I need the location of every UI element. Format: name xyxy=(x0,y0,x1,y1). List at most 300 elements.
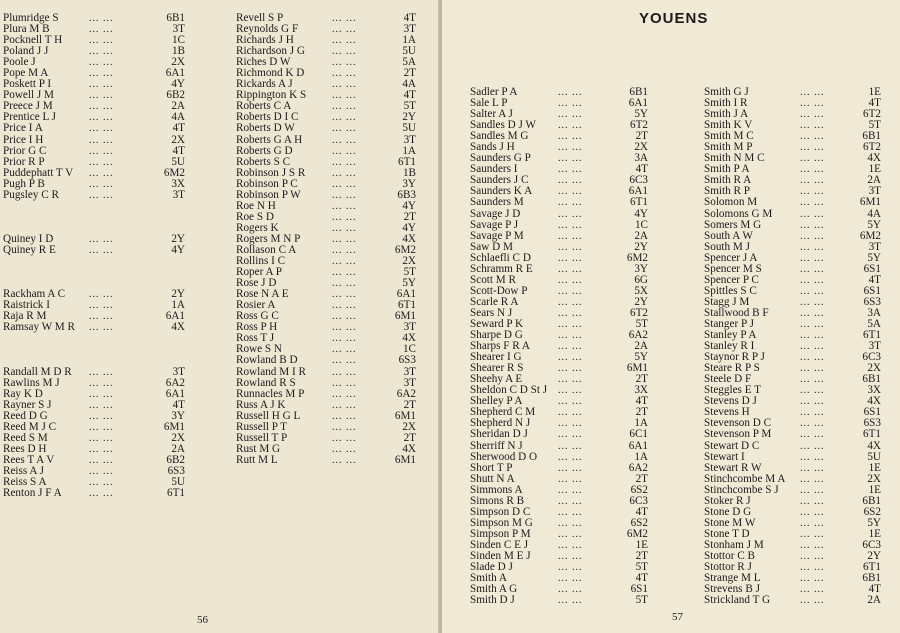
right-page xyxy=(442,0,900,633)
leader-dots: ... ... xyxy=(332,256,357,268)
leader-dots: ... ... xyxy=(558,252,583,264)
list-item xyxy=(704,197,881,208)
entry-name: Stewart R W xyxy=(704,461,762,474)
entry-name: Rutt M L xyxy=(236,453,278,466)
entry-name: Russell H G L xyxy=(236,409,301,422)
entry-code: 3X xyxy=(634,384,648,397)
entry-name: Smith G J xyxy=(704,86,749,98)
leader-dots: ... ... xyxy=(558,241,583,253)
list-item xyxy=(3,378,185,389)
entry-name: Reynolds G F xyxy=(236,23,299,36)
leader-dots: ... ... xyxy=(800,153,825,165)
entry-code: 4Y xyxy=(171,78,185,91)
entry-name: Ross P H xyxy=(236,321,278,334)
entry-code: 3Y xyxy=(402,177,416,190)
leader-dots: ... ... xyxy=(800,506,825,518)
entry-code: 4X xyxy=(867,439,881,452)
entry-code: 5U xyxy=(402,45,416,58)
leader-dots: ... ... xyxy=(332,211,357,223)
list-item xyxy=(236,135,416,146)
entry-code: 5Y xyxy=(867,218,881,231)
entry-code: 1E xyxy=(635,538,648,551)
leader-dots: ... ... xyxy=(558,451,583,463)
leader-dots: ... ... xyxy=(558,87,583,98)
entry-code: 6M2 xyxy=(626,527,648,540)
entry-name: Scott M R xyxy=(470,273,517,286)
entry-name: Roberts G A H xyxy=(236,133,303,146)
entry-name: Smith P A xyxy=(704,163,750,176)
entry-name: Richards J H xyxy=(236,34,294,47)
leader-dots: ... ... xyxy=(332,200,357,212)
leader-dots: ... ... xyxy=(89,289,114,301)
entry-name: Smith R P xyxy=(704,185,751,198)
entry-name: Spencer M S xyxy=(704,262,762,275)
entry-name: South M J xyxy=(704,240,751,253)
entry-code: 6B1 xyxy=(629,86,648,98)
entry-name: Ray K D xyxy=(3,387,43,400)
entry-name: Schramm R E xyxy=(470,262,533,275)
entry-name: Roberts D W xyxy=(236,122,295,135)
entry-code: 6B2 xyxy=(166,453,185,466)
entry-code: 2T xyxy=(635,549,648,562)
entry-name: Stoker R J xyxy=(704,494,751,507)
leader-dots: ... ... xyxy=(800,528,825,540)
entry-code: 4T xyxy=(868,273,881,286)
entry-code: 6S3 xyxy=(863,295,881,308)
entry-name: Revell S P xyxy=(236,12,284,24)
entry-name: Pugh P B xyxy=(3,177,45,190)
leader-dots: ... ... xyxy=(332,410,357,422)
entry-name: Rowland M I R xyxy=(236,365,306,378)
leader-dots: ... ... xyxy=(332,112,357,124)
leader-dots: ... ... xyxy=(558,374,583,386)
entry-code: 4T xyxy=(403,89,416,102)
leader-dots: ... ... xyxy=(558,120,583,132)
leader-dots: ... ... xyxy=(89,13,114,24)
entry-name: Roe N H xyxy=(236,199,276,212)
leader-dots: ... ... xyxy=(332,189,357,201)
leader-dots: ... ... xyxy=(332,222,357,234)
entry-name: Stevenson D C xyxy=(704,417,772,430)
list-item xyxy=(470,429,648,440)
leader-dots: ... ... xyxy=(800,186,825,198)
entry-name: Rollins I C xyxy=(236,255,286,268)
entry-name: Stewart D C xyxy=(704,439,760,452)
entry-name: Staynor R P J xyxy=(704,351,765,364)
leader-dots: ... ... xyxy=(800,517,825,529)
entry-code: 6M1 xyxy=(626,362,648,375)
entry-name: Rogers M N P xyxy=(236,232,301,245)
leader-dots: ... ... xyxy=(332,90,357,102)
entry-name: Roberts S C xyxy=(236,155,291,168)
entry-name: Stanger P J xyxy=(704,317,754,330)
name-column-2 xyxy=(236,13,416,466)
entry-code: 6B1 xyxy=(862,373,881,386)
entry-name: Pope M A xyxy=(3,67,49,80)
entry-code: 4T xyxy=(635,163,648,176)
blank-line xyxy=(3,267,185,278)
entry-name: Stewart I xyxy=(704,450,745,463)
leader-dots: ... ... xyxy=(89,68,114,80)
leader-dots: ... ... xyxy=(332,123,357,135)
entry-name: Rowland R S xyxy=(236,376,296,389)
name-column-1 xyxy=(470,87,648,606)
entry-code: 5U xyxy=(867,450,881,463)
leader-dots: ... ... xyxy=(558,318,583,330)
leader-dots: ... ... xyxy=(89,79,114,91)
entry-code: 4X xyxy=(402,442,416,455)
entry-code: 6S3 xyxy=(167,464,185,477)
entry-code: 4X xyxy=(402,232,416,245)
entry-code: 6S1 xyxy=(630,583,648,596)
entry-name: Stinchcombe S J xyxy=(704,483,779,496)
entry-code: 6S1 xyxy=(863,406,881,419)
leader-dots: ... ... xyxy=(332,134,357,146)
entry-code: 4X xyxy=(867,152,881,165)
entry-code: 5Y xyxy=(867,251,881,264)
entry-name: Saunders M xyxy=(470,196,524,209)
entry-name: Prior R P xyxy=(3,155,45,168)
entry-name: Stagg J M xyxy=(704,295,750,308)
leader-dots: ... ... xyxy=(800,109,825,121)
entry-name: Renton J F A xyxy=(3,487,62,500)
entry-name: Rayner S J xyxy=(3,398,52,411)
entry-name: Simpson D C xyxy=(470,505,531,518)
leader-dots: ... ... xyxy=(332,156,357,168)
entry-code: 6A2 xyxy=(396,387,416,400)
entry-code: 6M2 xyxy=(394,243,416,256)
entry-name: Savage J D xyxy=(470,207,521,220)
entry-code: 2Y xyxy=(634,240,648,253)
entry-name: Roe S D xyxy=(236,210,274,223)
leader-dots: ... ... xyxy=(332,300,357,312)
list-item xyxy=(470,452,648,463)
page-heading: YOUENS xyxy=(639,10,709,27)
entry-name: Stone T D xyxy=(704,527,750,540)
entry-name: Rowe S N xyxy=(236,343,282,356)
entry-code: 4Y xyxy=(402,199,416,212)
leader-dots: ... ... xyxy=(800,352,825,364)
entry-name: Scott-Dow P xyxy=(470,284,528,297)
entry-code: 6T1 xyxy=(397,299,416,312)
list-item xyxy=(3,135,185,146)
list-item xyxy=(3,367,185,378)
entry-name: Russ A J K xyxy=(236,398,286,411)
leader-dots: ... ... xyxy=(800,363,825,375)
leader-dots: ... ... xyxy=(800,285,825,297)
entry-name: Steggles E T xyxy=(704,384,761,397)
leader-dots: ... ... xyxy=(800,550,825,562)
entry-code: 6T2 xyxy=(862,108,881,121)
leader-dots: ... ... xyxy=(558,539,583,551)
entry-code: 1E xyxy=(868,86,881,98)
list-item xyxy=(236,367,416,378)
list-item xyxy=(3,389,185,400)
entry-name: Roper A P xyxy=(236,266,282,279)
entry-name: Spittles S C xyxy=(704,284,757,297)
entry-code: 4T xyxy=(868,97,881,110)
entry-name: Sinden C E J xyxy=(470,538,529,551)
leader-dots: ... ... xyxy=(800,396,825,408)
entry-code: 5T xyxy=(403,100,416,113)
leader-dots: ... ... xyxy=(89,101,114,113)
entry-code: 5U xyxy=(171,475,185,488)
entry-name: Simmons A xyxy=(470,483,523,496)
entry-name: Sinden M E J xyxy=(470,549,531,562)
leader-dots: ... ... xyxy=(89,488,114,500)
leader-dots: ... ... xyxy=(89,189,114,201)
entry-code: 6S2 xyxy=(630,483,648,496)
entry-code: 4Y xyxy=(171,243,185,256)
entry-code: 4T xyxy=(172,144,185,157)
leader-dots: ... ... xyxy=(800,440,825,452)
entry-name: Sandles D J W xyxy=(470,119,536,132)
leader-dots: ... ... xyxy=(558,517,583,529)
entry-code: 4Y xyxy=(402,221,416,234)
entry-code: 1A xyxy=(634,450,648,463)
entry-code: 3T xyxy=(403,365,416,378)
entry-code: 6M1 xyxy=(394,310,416,323)
leader-dots: ... ... xyxy=(558,131,583,143)
entry-name: Stanley R I xyxy=(704,340,755,353)
entry-name: Shepherd N J xyxy=(470,417,531,430)
entry-name: Steele D F xyxy=(704,373,752,386)
entry-code: 6A1 xyxy=(628,97,648,110)
entry-code: 6M2 xyxy=(626,251,648,264)
entry-code: 3X xyxy=(867,384,881,397)
leader-dots: ... ... xyxy=(89,134,114,146)
leader-dots: ... ... xyxy=(558,528,583,540)
leader-dots: ... ... xyxy=(558,473,583,485)
entry-name: Richardson J G xyxy=(236,45,305,58)
leader-dots: ... ... xyxy=(332,289,357,301)
leader-dots: ... ... xyxy=(800,296,825,308)
entry-code: 6M1 xyxy=(163,420,185,433)
list-item xyxy=(236,389,416,400)
leader-dots: ... ... xyxy=(332,178,357,190)
entry-code: 2X xyxy=(171,431,185,444)
entry-name: Simpson M G xyxy=(470,516,533,529)
entry-code: 6G xyxy=(634,273,648,286)
entry-name: Poland J J xyxy=(3,45,49,58)
leader-dots: ... ... xyxy=(332,267,357,279)
entry-code: 1A xyxy=(634,417,648,430)
entry-name: Rosier A xyxy=(236,299,276,312)
leader-dots: ... ... xyxy=(800,263,825,275)
leader-dots: ... ... xyxy=(558,429,583,441)
entry-code: 4T xyxy=(403,12,416,24)
leader-dots: ... ... xyxy=(800,330,825,342)
list-item xyxy=(704,595,881,606)
blank-line xyxy=(3,212,185,223)
entry-name: Rust M G xyxy=(236,442,281,455)
entry-name: Sears N J xyxy=(470,306,513,319)
entry-name: Spencer P C xyxy=(704,273,759,286)
entry-name: Smith M P xyxy=(704,141,753,154)
leader-dots: ... ... xyxy=(800,473,825,485)
entry-name: Raistrick I xyxy=(3,299,50,312)
entry-code: 3T xyxy=(172,188,185,201)
entry-code: 4T xyxy=(172,122,185,135)
entry-name: Shearer I G xyxy=(470,351,522,364)
entry-code: 1E xyxy=(868,527,881,540)
leader-dots: ... ... xyxy=(800,385,825,397)
entry-code: 4T xyxy=(635,572,648,585)
entry-name: Smith A xyxy=(470,572,507,585)
entry-code: 4X xyxy=(867,395,881,408)
entry-code: 6C1 xyxy=(629,428,648,441)
left-page xyxy=(0,0,440,633)
entry-name: Sands J H xyxy=(470,141,515,154)
leader-dots: ... ... xyxy=(89,145,114,157)
entry-code: 5T xyxy=(635,561,648,574)
entry-code: 6S2 xyxy=(630,516,648,529)
leader-dots: ... ... xyxy=(558,562,583,574)
leader-dots: ... ... xyxy=(89,476,114,488)
entry-name: Plura M B xyxy=(3,23,50,36)
entry-code: 6A1 xyxy=(396,288,416,301)
entry-code: 2A xyxy=(171,100,185,113)
entry-name: Sharps F R A xyxy=(470,340,530,353)
leader-dots: ... ... xyxy=(800,562,825,574)
entry-code: 3X xyxy=(171,177,185,190)
entry-name: Shepherd C M xyxy=(470,406,536,419)
entry-code: 6B2 xyxy=(166,89,185,102)
entry-code: 2Y xyxy=(171,288,185,301)
entry-code: 6T1 xyxy=(629,196,648,209)
leader-dots: ... ... xyxy=(89,443,114,455)
entry-name: Simpson P M xyxy=(470,527,531,540)
leader-dots: ... ... xyxy=(89,156,114,168)
entry-code: 2T xyxy=(635,472,648,485)
leader-dots: ... ... xyxy=(558,484,583,496)
leader-dots: ... ... xyxy=(332,344,357,356)
entry-name: Robinson P W xyxy=(236,188,301,201)
leader-dots: ... ... xyxy=(558,550,583,562)
entry-code: 4X xyxy=(171,321,185,334)
list-item xyxy=(470,231,648,242)
entry-name: Saunders J C xyxy=(470,174,529,187)
leader-dots: ... ... xyxy=(332,68,357,80)
list-item xyxy=(704,452,881,463)
entry-code: 1E xyxy=(868,163,881,176)
leader-dots: ... ... xyxy=(800,484,825,496)
entry-name: Smith D J xyxy=(470,594,515,607)
entry-name: Roberts C A xyxy=(236,100,292,113)
entry-code: 6S1 xyxy=(863,262,881,275)
entry-name: Sandles M G xyxy=(470,130,529,143)
entry-name: Strange M L xyxy=(704,572,761,585)
leader-dots: ... ... xyxy=(558,462,583,474)
entry-name: Sherriff N J xyxy=(470,439,523,452)
entry-code: 3T xyxy=(403,23,416,36)
entry-code: 2T xyxy=(403,210,416,223)
entry-code: 1E xyxy=(868,461,881,474)
leader-dots: ... ... xyxy=(332,24,357,36)
leader-dots: ... ... xyxy=(89,167,114,179)
leader-dots: ... ... xyxy=(558,164,583,176)
entry-name: Richmond K D xyxy=(236,67,305,80)
entry-code: 2T xyxy=(403,398,416,411)
entry-name: Salter A J xyxy=(470,108,513,121)
leader-dots: ... ... xyxy=(89,57,114,69)
entry-name: Stevens D J xyxy=(704,395,757,408)
leader-dots: ... ... xyxy=(800,142,825,154)
entry-code: 6M1 xyxy=(859,196,881,209)
leader-dots: ... ... xyxy=(800,175,825,187)
leader-dots: ... ... xyxy=(558,341,583,353)
entry-code: 5X xyxy=(634,284,648,297)
entry-code: 3A xyxy=(867,306,881,319)
name-column-2 xyxy=(704,87,881,606)
list-item xyxy=(3,322,185,333)
entry-code: 3T xyxy=(403,321,416,334)
entry-name: Sheehy A E xyxy=(470,373,523,386)
leader-dots: ... ... xyxy=(558,175,583,187)
entry-code: 6T2 xyxy=(629,306,648,319)
entry-code: 3T xyxy=(868,340,881,353)
entry-code: 6S3 xyxy=(398,354,416,367)
leader-dots: ... ... xyxy=(89,366,114,378)
leader-dots: ... ... xyxy=(332,388,357,400)
entry-code: 6A1 xyxy=(628,439,648,452)
entry-code: 5T xyxy=(403,266,416,279)
entry-code: 3Y xyxy=(634,262,648,275)
entry-code: 6B1 xyxy=(862,572,881,585)
entry-code: 6T1 xyxy=(166,487,185,500)
entry-name: Solomons G M xyxy=(704,207,773,220)
leader-dots: ... ... xyxy=(558,385,583,397)
entry-code: 6C3 xyxy=(862,538,881,551)
leader-dots: ... ... xyxy=(800,87,825,98)
entry-code: 6T1 xyxy=(862,329,881,342)
list-item xyxy=(470,441,648,452)
leader-dots: ... ... xyxy=(89,178,114,190)
entry-code: 2Y xyxy=(402,111,416,124)
entry-name: Rose N A E xyxy=(236,288,289,301)
entry-code: 6A1 xyxy=(165,67,185,80)
entry-code: 4A xyxy=(867,207,881,220)
leader-dots: ... ... xyxy=(89,112,114,124)
leader-dots: ... ... xyxy=(800,429,825,441)
leader-dots: ... ... xyxy=(558,595,583,607)
leader-dots: ... ... xyxy=(89,244,114,256)
leader-dots: ... ... xyxy=(89,421,114,433)
entry-name: Reiss A J xyxy=(3,464,45,477)
leader-dots: ... ... xyxy=(800,120,825,132)
leader-dots: ... ... xyxy=(332,377,357,389)
entry-name: Stone M W xyxy=(704,516,756,529)
leader-dots: ... ... xyxy=(89,311,114,323)
leader-dots: ... ... xyxy=(332,244,357,256)
entry-code: 6M2 xyxy=(859,229,881,242)
entry-name: Scarle R A xyxy=(470,295,519,308)
entry-code: 1B xyxy=(171,45,185,58)
leader-dots: ... ... xyxy=(800,219,825,231)
entry-name: Robinson J S R xyxy=(236,166,306,179)
entry-name: Reed D G xyxy=(3,409,48,422)
leader-dots: ... ... xyxy=(558,219,583,231)
entry-name: Seward P K xyxy=(470,317,524,330)
list-item xyxy=(3,146,185,157)
leader-dots: ... ... xyxy=(800,595,825,607)
leader-dots: ... ... xyxy=(332,35,357,47)
entry-code: 3T xyxy=(868,240,881,253)
leader-dots: ... ... xyxy=(800,307,825,319)
leader-dots: ... ... xyxy=(558,230,583,242)
entry-code: 6B1 xyxy=(862,130,881,143)
entry-code: 3A xyxy=(634,152,648,165)
